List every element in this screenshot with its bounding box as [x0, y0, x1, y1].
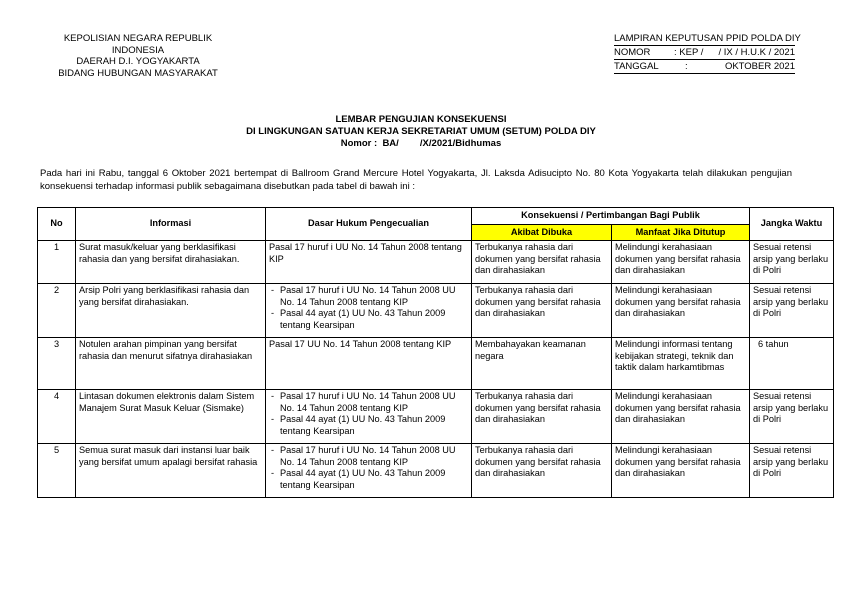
- dasar-item: - Pasal 44 ayat (1) UU No. 43 Tahun 2009 tentang Kearsipan: [280, 468, 468, 491]
- header-konsekuensi: Konsekuensi / Pertimbangan Bagi Publik: [472, 208, 750, 225]
- tanggal-label: TANGGAL: [614, 61, 659, 72]
- row-informasi: Notulen arahan pimpinan yang bersifat rahasia dan menurut sifatnya dirahasiakan: [76, 338, 266, 390]
- row-akibat: Terbukanya rahasia dari dokumen yang bersifat rahasia dan dirahasiakan: [472, 444, 612, 498]
- row-manfaat: Melindungi kerahasiaan dokumen yang bersifat rahasia dan dirahasiakan: [612, 284, 750, 338]
- row-jangka: Sesuai retensi arsip yang berlaku di Polri: [750, 390, 834, 444]
- table-row: [38, 284, 834, 338]
- row-number: 5: [38, 444, 76, 498]
- attachment-title: [614, 33, 801, 46]
- table-row: [38, 390, 834, 444]
- row-number: 4: [38, 390, 76, 444]
- row-manfaat: Melindungi kerahasiaan dokumen yang bersifat rahasia dan dirahasiakan: [612, 241, 750, 284]
- row-jangka: 6 tahun: [750, 338, 834, 390]
- tanggal-separator: :: [685, 61, 688, 72]
- header-no: No: [38, 208, 76, 241]
- row-manfaat: Melindungi kerahasiaan dokumen yang bersifat rahasia dan dirahasiakan: [612, 444, 750, 498]
- dasar-item: - Pasal 17 huruf i UU No. 14 Tahun 2008 UU No. 14 Tahun 2008 tentang KIP: [280, 285, 468, 308]
- header-akibat-dibuka: Akibat Dibuka: [472, 224, 612, 241]
- header-dasar-hukum: Dasar Hukum Pengecualian: [266, 208, 472, 241]
- institution-header: [40, 33, 236, 79]
- document-title: [0, 114, 842, 150]
- row-manfaat: Melindungi informasi tentang kebijakan strategi, teknik dan taktik dalam harkamtibmas: [612, 338, 750, 390]
- row-jangka: Sesuai retensi arsip yang berlaku di Polri: [750, 444, 834, 498]
- institution-line-1: KEPOLISIAN NEGARA REPUBLIK INDONESIA: [63, 33, 213, 56]
- table-row: [38, 444, 834, 498]
- row-manfaat: Melindungi kerahasiaan dokumen yang bersifat rahasia dan dirahasiakan: [612, 390, 750, 444]
- title-line-1: LEMBAR PENGUJIAN KONSEKUENSI: [335, 114, 507, 125]
- row-informasi: Semua surat masuk dari instansi luar baik yang bersifat umum apalagi bersifat rahasia: [76, 444, 266, 498]
- dasar-item: - Pasal 44 ayat (1) UU No. 43 Tahun 2009 tentang Kearsipan: [280, 414, 468, 437]
- nomor-separator: : KEP /: [674, 47, 704, 58]
- row-number: 2: [38, 284, 76, 338]
- row-number: 1: [38, 241, 76, 284]
- row-jangka: Sesuai retensi arsip yang berlaku di Polri: [750, 284, 834, 338]
- row-informasi: Lintasan dokumen elektronis dalam Sistem Manajem Surat Masuk Keluar (Sismake): [76, 390, 266, 444]
- title-number: Nomor : BA/ /X/2021/Bidhumas: [340, 138, 502, 149]
- dasar-item: - Pasal 17 huruf i UU No. 14 Tahun 2008 UU No. 14 Tahun 2008 tentang KIP: [280, 391, 468, 414]
- tanggal-value: OKTOBER 2021: [724, 61, 795, 72]
- row-akibat: Terbukanya rahasia dari dokumen yang bersifat rahasia dan dirahasiakan: [472, 390, 612, 444]
- row-number: 3: [38, 338, 76, 390]
- row-jangka: Sesuai retensi arsip yang berlaku di Polri: [750, 241, 834, 284]
- table-row: [38, 338, 834, 390]
- institution-line-3: BIDANG HUBUNGAN MASYARAKAT: [58, 67, 218, 79]
- attachment-block: [614, 33, 801, 75]
- row-dasar-hukum: [266, 284, 472, 338]
- dasar-item: - Pasal 44 ayat (1) UU No. 43 Tahun 2009 tentang Kearsipan: [280, 308, 468, 331]
- intro-paragraph: Pada hari ini Rabu, tanggal 6 Oktober 2021 bertempat di Ballroom Grand Mercure Hotel Yogyakarta, Jl. Laksda Adisucipto No. 80 Kota Yogyakarta telah dilakukan pengujian konsekuensi terhadap informasi publik sebagaimana disebutkan pada tabel di bawah ini :: [40, 168, 792, 192]
- header-jangka-waktu: Jangka Waktu: [750, 208, 834, 241]
- dasar-item: - Pasal 17 huruf i UU No. 14 Tahun 2008 UU No. 14 Tahun 2008 tentang KIP: [280, 445, 468, 468]
- title-line-2: DI LINGKUNGAN SATUAN KERJA SEKRETARIAT UMUM (SETUM) POLDA DIY: [246, 126, 596, 137]
- row-informasi: Surat masuk/keluar yang berklasifikasi rahasia dan yang bersifat dirahasiakan.: [76, 241, 266, 284]
- row-informasi: Arsip Polri yang berklasifikasi rahasia dan yang bersifat dirahasiakan.: [76, 284, 266, 338]
- row-dasar-hukum: Pasal 17 UU No. 14 Tahun 2008 tentang KIP: [266, 338, 472, 390]
- table-row: [38, 241, 834, 284]
- row-dasar-hukum: Pasal 17 huruf i UU No. 14 Tahun 2008 tentang KIP: [266, 241, 472, 284]
- attachment-title-text: LAMPIRAN KEPUTUSAN PPID POLDA DIY: [614, 33, 801, 44]
- institution-line-2: DAERAH D.I. YOGYAKARTA: [76, 56, 200, 67]
- nomor-value: / IX / H.U.K / 2021: [718, 47, 795, 58]
- row-akibat: Terbukanya rahasia dari dokumen yang bersifat rahasia dan dirahasiakan: [472, 241, 612, 284]
- header-informasi: Informasi: [76, 208, 266, 241]
- attachment-nomor: [614, 47, 795, 60]
- row-akibat: Terbukanya rahasia dari dokumen yang bersifat rahasia dan dirahasiakan: [472, 284, 612, 338]
- nomor-label: NOMOR: [614, 47, 651, 58]
- row-akibat: Membahayakan keamanan negara: [472, 338, 612, 390]
- row-dasar-hukum: [266, 390, 472, 444]
- consequence-table: [37, 207, 834, 498]
- row-dasar-hukum: [266, 444, 472, 498]
- header-manfaat-ditutup: Manfaat Jika Ditutup: [612, 224, 750, 241]
- attachment-tanggal: [614, 61, 795, 74]
